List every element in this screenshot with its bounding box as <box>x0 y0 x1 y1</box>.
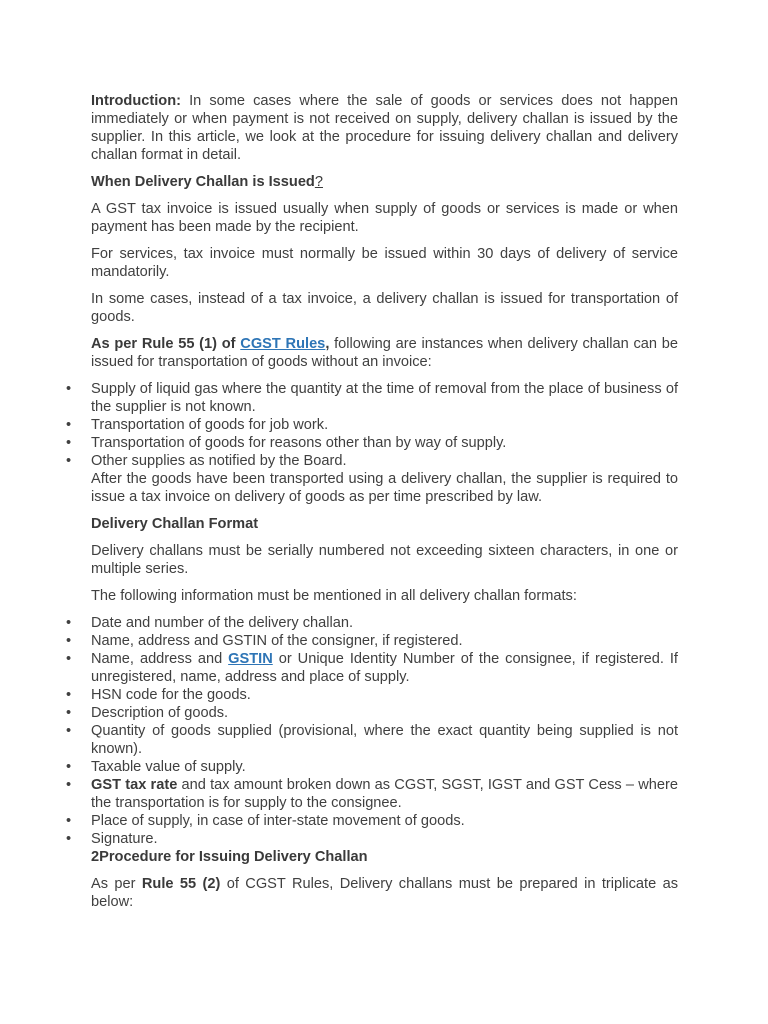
list-item <box>91 776 678 812</box>
when-heading <box>91 173 678 191</box>
list-item: • Transportation of goods for job work. <box>91 416 678 434</box>
list-item: • Date and number of the delivery challan. <box>91 614 678 632</box>
rule55-1-prefix: As per Rule 55 (1) of <box>91 336 241 352</box>
list-item: • Other supplies as notified by the Board. <box>91 452 678 470</box>
list-item: • Name, address and GSTIN of the consigner, if registered. <box>91 632 678 650</box>
intro-paragraph <box>91 92 678 164</box>
rule55-1-paragraph <box>91 335 678 371</box>
rule55-2-rest: of CGST Rules, Delivery challans must be prepared in triplicate as below: <box>91 876 679 910</box>
list-item <box>91 650 678 686</box>
info-list <box>91 614 678 848</box>
list-item: • Quantity of goods supplied (provisional, where the exact quantity being supplied is not known). <box>91 722 678 758</box>
list-item: • Description of goods. <box>91 704 678 722</box>
after-instances-paragraph: After the goods have been transported using a delivery challan, the supplier is required to issue a tax invoice on delivery of goods as per time prescribed by law. <box>91 471 678 505</box>
article-body <box>91 92 678 920</box>
procedure-heading: 2Procedure for Issuing Delivery Challan <box>91 849 368 865</box>
info-i3-rest: or Unique Identity Number of the consignee, if registered. If unregistered, name, address and place of supply. <box>91 651 678 685</box>
paragraph-services: For services, tax invoice must normally be issued within 30 days of delivery of service mandatorily. <box>91 246 678 280</box>
intro-text: In some cases where the sale of goods or services does not happen immediately or when payment is not received on supply, delivery challan is issued by the supplier. In this article, we look at the procedure for issuing delivery challan and delivery challan format in detail. <box>91 93 678 163</box>
gstin-link[interactable]: GSTIN <box>228 651 273 667</box>
rule55-2-paragraph <box>91 875 678 911</box>
rule55-1-comma: , <box>325 336 330 352</box>
gst-tax-rate-label: GST tax rate <box>91 777 178 793</box>
rule55-2-bold: Rule 55 (2) <box>141 876 221 892</box>
list-item: • Transportation of goods for reasons other than by way of supply. <box>91 434 678 452</box>
paragraph-instead: In some cases, instead of a tax invoice, a delivery challan is issued for transportation of goods. <box>91 291 678 325</box>
format-paragraph-serial: Delivery challans must be serially numbered not exceeding sixteen characters, in one or multiple series. <box>91 543 678 577</box>
paragraph-tax-invoice: A GST tax invoice is issued usually when supply of goods or services is made or when payment has been made by the recipient. <box>91 201 678 235</box>
when-heading-mark: ? <box>314 174 323 190</box>
instances-list <box>91 380 678 470</box>
intro-label: Introduction: <box>91 93 181 109</box>
list-item: • Taxable value of supply. <box>91 758 678 776</box>
list-item: • Signature. <box>91 830 678 848</box>
format-paragraph-info: The following information must be mentioned in all delivery challan formats: <box>91 588 577 604</box>
list-item: • Supply of liquid gas where the quantity at the time of removal from the place of business of the supplier is not known. <box>91 380 678 416</box>
rule55-1-rest: following are instances when delivery challan can be issued for transportation of goods without an invoice: <box>91 336 679 370</box>
when-heading-text: When Delivery Challan is Issued <box>91 174 315 190</box>
info-i8-rest: and tax amount broken down as CGST, SGST, IGST and GST Cess – where the transportation is for supply to the consignee. <box>91 777 678 811</box>
cgst-rules-link[interactable]: CGST Rules <box>240 336 326 352</box>
rule55-2-prefix: As per <box>91 876 142 892</box>
format-heading: Delivery Challan Format <box>91 516 259 532</box>
list-item: • Place of supply, in case of inter-state movement of goods. <box>91 812 678 830</box>
info-i3-prefix: Name, address and <box>91 651 229 667</box>
list-item: • HSN code for the goods. <box>91 686 678 704</box>
